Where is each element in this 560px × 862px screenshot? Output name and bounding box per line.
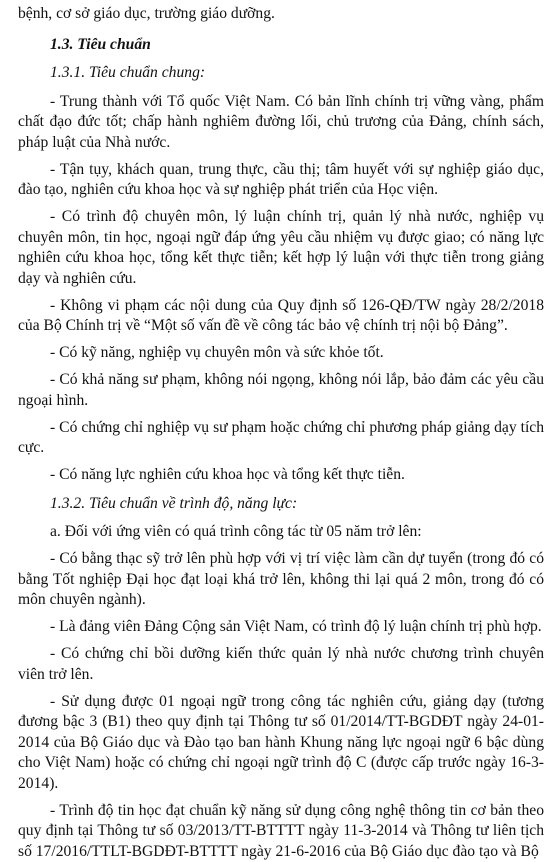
level-item: - Có chứng chỉ bồi dưỡng kiến thức quản lý nhà nước chương trình chuyên viên trở lên.: [18, 644, 544, 685]
general-item: - Không vi phạm các nội dung của Quy định số 126-QĐ/TW ngày 28/2/2018 của Bộ Chính trị về “Một số vấn đề về công tác bảo vệ chính trị nội bộ Đảng”.: [18, 296, 544, 337]
level-item: - Trình độ tin học đạt chuẩn kỹ năng sử dụng công nghệ thông tin cơ bản theo quy định tại Thông tư số 03/2013/TT-BTTTT ngày 11-3-2014 và Thông tư liên tịch số 17/2016/TTLT-BGDĐT-BTTTT ngày 21-6-2016 của Bộ Giáo dục đào tạo và Bộ: [18, 801, 544, 862]
general-item: - Có khả năng sư phạm, không nói ngọng, không nói lắp, bảo đảm các yêu cầu ngoại hình.: [18, 370, 544, 411]
level-item: - Có bằng thạc sỹ trở lên phù hợp với vị trí việc làm cần dự tuyển (trong đó có bằng Tốt nghiệp Đại học đạt loại khá trở lên, không thi lại quá 2 môn, trong đó có môn chuyên ngành).: [18, 549, 544, 611]
general-item: - Tận tụy, khách quan, trung thực, cầu thị; tâm huyết với sự nghiệp giáo dục, đào tạo, nghiên cứu khoa học và sự nghiệp phát triển của Học viện.: [18, 160, 544, 201]
intro-fragment: bệnh, cơ sở giáo dục, trường giáo dưỡng.: [18, 4, 544, 25]
general-item: - Có chứng chỉ nghiệp vụ sư phạm hoặc chứng chỉ phương pháp giảng dạy tích cực.: [18, 418, 544, 459]
section-title: 1.3. Tiêu chuẩn: [18, 35, 544, 56]
general-item: - Có kỹ năng, nghiệp vụ chuyên môn và sức khỏe tốt.: [18, 343, 544, 364]
level-item: - Sử dụng được 01 ngoại ngữ trong công tác nghiên cứu, giảng dạy (tương đương bậc 3 (B1) theo quy định tại Thông tư số 01/2014/TT-BGDĐT ngày 24-01-2014 của Bộ Giáo dục và Đào tạo ban hành Khung năng lực ngoại ngữ 6 bậc dùng cho Việt Nam) hoặc có chứng chỉ ngoại ngữ trình độ C (được cấp trước ngày 16-3-2014).: [18, 692, 544, 795]
general-item: - Có trình độ chuyên môn, lý luận chính trị, quản lý nhà nước, nghiệp vụ chuyên môn, tin học, ngoại ngữ đáp ứng yêu cầu nhiệm vụ được giao; có năng lực nghiên cứu khoa học, tổng kết thực tiễn; kết hợp lý luận với thực tiễn trong giảng dạy và nghiên cứu.: [18, 207, 544, 289]
level-intro: a. Đối với ứng viên có quá trình công tác từ 05 năm trở lên:: [18, 522, 544, 543]
level-item: - Là đảng viên Đảng Cộng sản Việt Nam, có trình độ lý luận chính trị phù hợp.: [18, 617, 544, 638]
general-standards-title: 1.3.1. Tiêu chuẩn chung:: [18, 63, 544, 84]
level-standards-title: 1.3.2. Tiêu chuẩn về trình độ, năng lực:: [18, 494, 544, 515]
general-item: - Trung thành với Tổ quốc Việt Nam. Có bản lĩnh chính trị vững vàng, phẩm chất đạo đức tốt; chấp hành nghiêm đường lối, chủ trương của Đảng, chính sách, pháp luật của Nhà nước.: [18, 92, 544, 154]
general-item: - Có năng lực nghiên cứu khoa học và tổng kết thực tiễn.: [18, 465, 544, 486]
